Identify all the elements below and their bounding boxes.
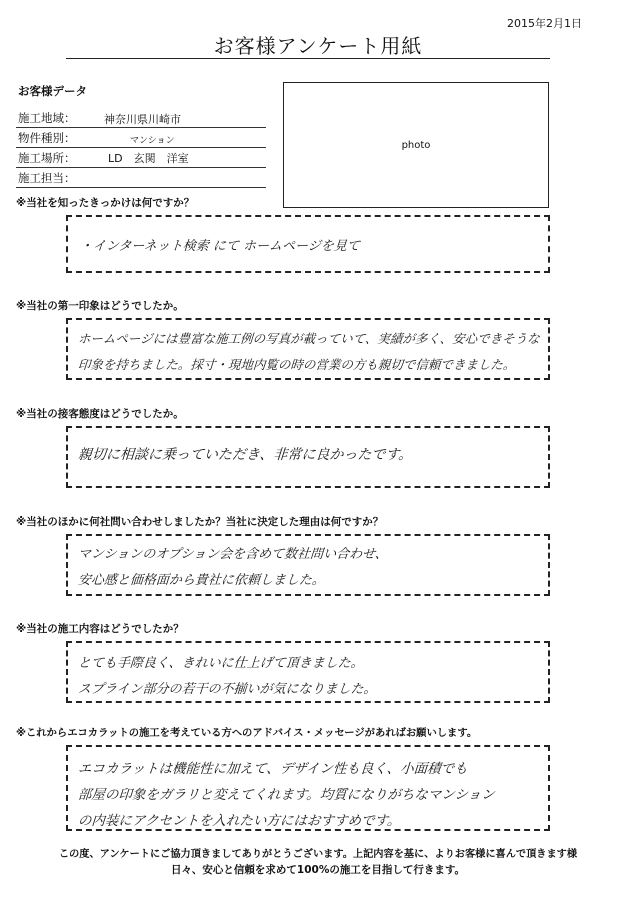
row-divider [16,147,266,148]
answer-text: スプライン部分の若干の不揃いが気になりました。 [77,682,378,697]
answer-text: 親切に相談に乗っていただき、非常に良かったです。 [77,447,413,463]
title-underline [66,58,550,59]
customer-data-heading: お客様データ [18,84,87,98]
question-work-quality: ※当社の施工内容はどうでしたか？ [16,623,184,635]
row-label-property: 物件種別： [18,131,76,145]
row-value-place: LD 玄関 洋室 [108,152,189,165]
row-value-area: 神奈川県川崎市 [104,113,181,126]
answer-text: の内装にアクセントを入れたい方にはおすすめです。 [77,813,402,829]
answer-text: とても手際良く、きれいに仕上げて頂きました。 [77,656,365,671]
photo-placeholder [283,82,549,208]
answer-text: 安心感と価格面から貴社に依頼しました。 [77,573,326,588]
footer-line-2: 日々、安心と信頼を求めて100%の施工を目指して行きます。 [170,864,466,876]
survey-date: 2015年2月1日 [507,17,582,30]
answer-text: ・インターネット検索 にて ホームページを見て [79,239,361,254]
row-divider [16,127,266,128]
question-first-impression: ※当社の第一印象はどうでしたか。 [16,300,184,312]
answer-text: ホームページには豊富な施工例の写真が載っていて、実績が多く、安心できそうな [77,331,541,346]
answer-text: 印象を持ちました。採寸・現地内覧の時の営業の方も親切で信頼できました。 [77,357,517,372]
answer-text: エコカラットは機能性に加えて、デザイン性も良く、小面積でも [77,761,469,777]
row-divider [16,167,266,168]
photo-label: photo [401,139,431,151]
answer-text: 部屋の印象をガラリと変えてくれます。均質になりがちなマンション [77,787,496,803]
question-advice: ※これからエコカラットの施工を考えている方へのアドバイス・メッセージがあればお願いします。 [16,727,478,739]
row-label-area: 施工地域： [18,111,76,125]
question-service: ※当社の接客態度はどうでしたか。 [16,408,184,420]
answer-text: マンションのオプション会を含めて数社問い合わせ、 [77,547,389,562]
footer-line-1: この度、アンケートにご協力頂きましてありがとうございます。上記内容を基に、よりお客様に喜んで頂きます様 [58,849,578,860]
question-how-found: ※当社を知ったきっかけは何ですか？ [16,197,195,209]
row-label-staff: 施工担当： [18,171,76,185]
row-label-place: 施工場所： [18,151,76,165]
question-other-companies: ※当社のほかに何社問い合わせしましたか？当社に決定した理由は何ですか？ [16,516,384,528]
page-title: お客様アンケート用紙 [213,34,423,58]
row-value-property: マンション [130,136,175,146]
row-divider [16,187,266,188]
